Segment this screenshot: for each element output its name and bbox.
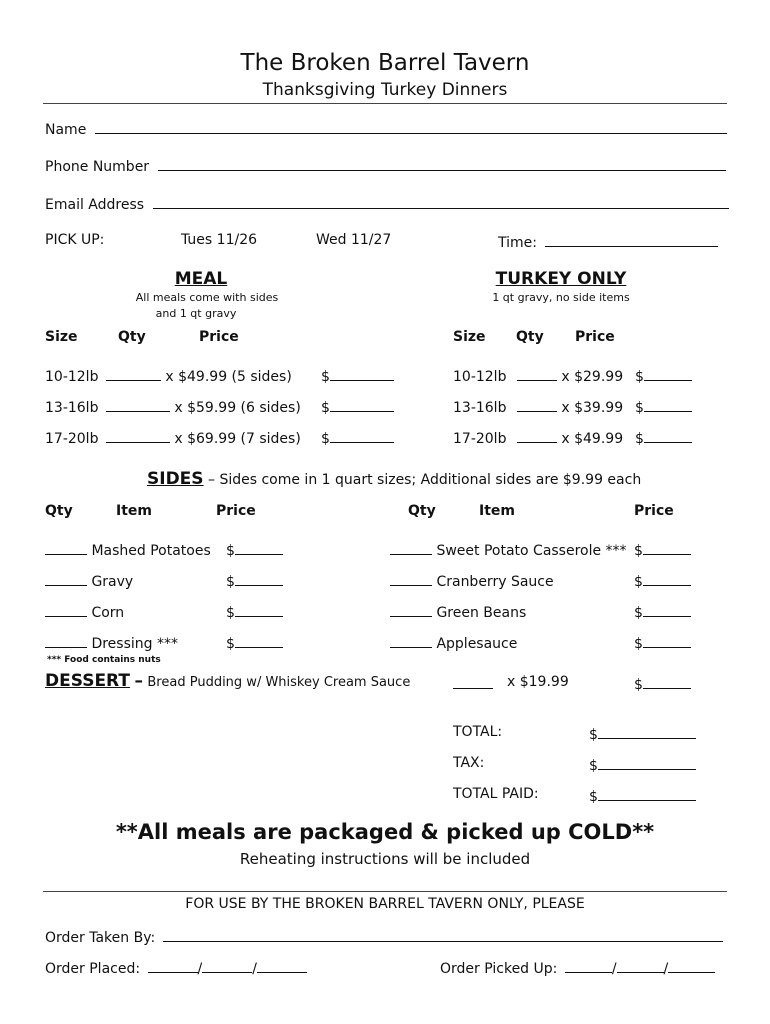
side-item-name: Gravy xyxy=(91,574,134,590)
side-item xyxy=(45,540,211,559)
side-amount-field[interactable] xyxy=(235,602,283,617)
meal-row xyxy=(45,428,301,447)
pickup-option-tues[interactable]: Tues 11/26 xyxy=(181,232,258,248)
side-amount-field[interactable] xyxy=(643,633,691,648)
order-picked-up-row xyxy=(440,958,715,977)
side-amount xyxy=(634,571,691,590)
meal-amount-field[interactable] xyxy=(330,428,394,443)
dessert-qty-field[interactable] xyxy=(453,674,493,689)
turkey-size: 13-16lb xyxy=(453,400,507,416)
meal-amount xyxy=(321,397,394,416)
order-picked-up-year[interactable] xyxy=(668,958,715,973)
turkey-col-size: Size xyxy=(453,329,486,345)
side-amount-sign: $ xyxy=(226,605,235,621)
side-amount-sign: $ xyxy=(226,574,235,590)
order-picked-up-month[interactable] xyxy=(565,958,612,973)
side-item-name: Sweet Potato Casserole *** xyxy=(436,543,627,559)
total-amount xyxy=(589,724,696,743)
order-taken-row xyxy=(45,927,723,946)
meal-qty-field[interactable] xyxy=(106,397,170,412)
side-item-name: Corn xyxy=(91,605,125,621)
sides-right-col-price: Price xyxy=(634,503,674,519)
meal-size: 10-12lb xyxy=(45,369,99,385)
turkey-col-price: Price xyxy=(575,329,615,345)
turkey-size: 17-20lb xyxy=(453,431,507,447)
dessert-item: Bread Pudding w/ Whiskey Cream Sauce xyxy=(147,675,411,690)
turkey-amount xyxy=(635,397,692,416)
tax-amount xyxy=(589,755,696,774)
dessert-qty xyxy=(453,674,493,693)
meal-amount xyxy=(321,428,394,447)
turkey-price: x $39.99 xyxy=(561,400,624,416)
page-title: The Broken Barrel Tavern xyxy=(240,50,530,76)
meal-col-price: Price xyxy=(199,329,239,345)
sides-right-col-qty: Qty xyxy=(408,503,436,519)
turkey-amount-sign: $ xyxy=(635,369,644,385)
order-placed-row xyxy=(45,958,307,977)
side-item xyxy=(390,540,627,559)
total-paid-amount xyxy=(589,786,696,805)
meal-amount-field[interactable] xyxy=(330,366,394,381)
meal-note-1: All meals come with sides xyxy=(135,291,279,304)
side-item-name: Cranberry Sauce xyxy=(436,574,554,590)
name-field[interactable] xyxy=(95,119,727,134)
sides-heading: SIDES xyxy=(147,469,204,489)
meal-amount-sign: $ xyxy=(321,369,330,385)
side-item xyxy=(390,602,526,621)
side-amount-field[interactable] xyxy=(643,571,691,586)
order-placed-month[interactable] xyxy=(148,958,198,973)
pickup-label: PICK UP: xyxy=(45,232,105,248)
turkey-amount-sign: $ xyxy=(635,400,644,416)
turkey-amount-field[interactable] xyxy=(644,428,692,443)
side-qty-field[interactable] xyxy=(45,571,87,586)
dessert-price: x $19.99 xyxy=(507,674,569,690)
meal-price: x $69.99 (7 sides) xyxy=(174,431,301,447)
time-label: Time: xyxy=(498,235,537,251)
office-divider xyxy=(43,891,727,892)
meal-col-size: Size xyxy=(45,329,78,345)
turkey-col-qty: Qty xyxy=(516,329,544,345)
page-subtitle: Thanksgiving Turkey Dinners xyxy=(262,80,508,100)
sides-right-col-item: Item xyxy=(479,503,515,519)
phone-field[interactable] xyxy=(158,156,726,171)
turkey-price: x $49.99 xyxy=(561,431,624,447)
dessert-amount xyxy=(634,674,691,693)
phone-label: Phone Number xyxy=(45,159,150,175)
turkey-price: x $29.99 xyxy=(561,369,624,385)
side-amount-sign: $ xyxy=(634,605,643,621)
date-separator: / xyxy=(611,961,617,977)
side-qty-field[interactable] xyxy=(45,633,87,648)
order-placed-label: Order Placed: xyxy=(45,961,141,977)
meal-amount xyxy=(321,366,394,385)
meal-qty-field[interactable] xyxy=(106,366,161,381)
meal-amount-field[interactable] xyxy=(330,397,394,412)
side-amount-field[interactable] xyxy=(643,602,691,617)
dessert-row xyxy=(45,671,410,691)
meal-col-qty: Qty xyxy=(118,329,146,345)
side-item xyxy=(390,571,554,590)
turkey-qty-field[interactable] xyxy=(517,397,557,412)
side-item xyxy=(45,571,133,590)
total-paid-currency: $ xyxy=(589,789,598,805)
email-row xyxy=(45,194,729,213)
time-field[interactable] xyxy=(545,232,718,247)
total-label: TOTAL: xyxy=(453,724,503,740)
total-field[interactable] xyxy=(598,724,696,739)
turkey-size: 10-12lb xyxy=(453,369,507,385)
side-qty-field[interactable] xyxy=(390,540,432,555)
turkey-only-heading: TURKEY ONLY xyxy=(495,269,627,289)
turkey-amount-sign: $ xyxy=(635,431,644,447)
dessert-heading: DESSERT xyxy=(45,671,130,691)
total-currency: $ xyxy=(589,727,598,743)
side-qty-field[interactable] xyxy=(45,540,87,555)
meal-row xyxy=(45,366,292,385)
side-amount xyxy=(634,540,691,559)
tax-label: TAX: xyxy=(453,755,485,771)
turkey-only-note: 1 qt gravy, no side items xyxy=(492,291,630,304)
cold-notice: **All meals are packaged & picked up COLD** xyxy=(115,820,655,844)
header-divider xyxy=(43,103,727,104)
side-amount-sign: $ xyxy=(634,543,643,559)
meal-qty-field[interactable] xyxy=(106,428,170,443)
side-amount xyxy=(226,633,283,652)
side-amount-sign: $ xyxy=(634,574,643,590)
meal-size: 17-20lb xyxy=(45,431,99,447)
turkey-row xyxy=(453,397,623,416)
name-label: Name xyxy=(45,122,87,138)
side-amount xyxy=(634,602,691,621)
side-amount-field[interactable] xyxy=(235,571,283,586)
side-qty-field[interactable] xyxy=(390,633,432,648)
date-separator: / xyxy=(663,961,669,977)
sides-header xyxy=(147,469,641,489)
side-amount xyxy=(226,540,283,559)
meal-amount-sign: $ xyxy=(321,431,330,447)
meal-heading: MEAL xyxy=(174,269,228,289)
email-field[interactable] xyxy=(153,194,729,209)
turkey-amount-field[interactable] xyxy=(644,366,692,381)
side-amount-sign: $ xyxy=(226,636,235,652)
side-amount-field[interactable] xyxy=(643,540,691,555)
reheat-note: Reheating instructions will be included xyxy=(239,850,531,868)
side-qty-field[interactable] xyxy=(390,602,432,617)
side-amount-field[interactable] xyxy=(235,633,283,648)
order-taken-label: Order Taken By: xyxy=(45,930,156,946)
side-amount-sign: $ xyxy=(226,543,235,559)
turkey-amount xyxy=(635,366,692,385)
sides-left-col-price: Price xyxy=(216,503,256,519)
turkey-row xyxy=(453,366,623,385)
sides-left-col-qty: Qty xyxy=(45,503,73,519)
dessert-amount-field[interactable] xyxy=(643,674,691,689)
side-item-name: Dressing *** xyxy=(91,636,178,652)
dessert-dash: – xyxy=(134,671,143,691)
side-amount xyxy=(226,571,283,590)
meal-amount-sign: $ xyxy=(321,400,330,416)
dessert-amount-sign: $ xyxy=(634,677,643,693)
total-paid-label: TOTAL PAID: xyxy=(453,786,539,802)
order-picked-up-label: Order Picked Up: xyxy=(440,961,558,977)
name-row xyxy=(45,119,727,138)
total-paid-field[interactable] xyxy=(598,786,696,801)
meal-size: 13-16lb xyxy=(45,400,99,416)
date-separator: / xyxy=(252,961,257,977)
side-item-name: Mashed Potatoes xyxy=(91,543,211,559)
office-heading: FOR USE BY THE BROKEN BARREL TAVERN ONLY, PLEASE xyxy=(185,896,585,912)
meal-note-2: and 1 qt gravy xyxy=(155,307,237,320)
turkey-row xyxy=(453,428,623,447)
meal-price: x $59.99 (6 sides) xyxy=(174,400,301,416)
side-amount-field[interactable] xyxy=(235,540,283,555)
tax-field[interactable] xyxy=(598,755,696,770)
order-placed-day[interactable] xyxy=(202,958,252,973)
side-amount xyxy=(634,633,691,652)
date-separator: / xyxy=(197,961,203,977)
turkey-amount xyxy=(635,428,692,447)
order-taken-field[interactable] xyxy=(163,927,723,942)
phone-row xyxy=(45,156,726,175)
side-qty-field[interactable] xyxy=(390,571,432,586)
turkey-qty-field[interactable] xyxy=(517,366,557,381)
nuts-note: *** Food contains nuts xyxy=(47,655,161,665)
side-item xyxy=(390,633,517,652)
side-item-name: Applesauce xyxy=(436,636,518,652)
side-qty-field[interactable] xyxy=(45,602,87,617)
side-item-name: Green Beans xyxy=(436,605,527,621)
turkey-amount-field[interactable] xyxy=(644,397,692,412)
meal-row xyxy=(45,397,301,416)
order-picked-up-day[interactable] xyxy=(617,958,664,973)
side-item xyxy=(45,602,124,621)
side-item xyxy=(45,633,178,652)
sides-note: – Sides come in 1 quart sizes; Additional sides are $9.99 each xyxy=(208,472,642,488)
sides-left-col-item: Item xyxy=(116,503,152,519)
tax-currency: $ xyxy=(589,758,598,774)
side-amount-sign: $ xyxy=(634,636,643,652)
meal-price: x $49.99 (5 sides) xyxy=(165,369,292,385)
pickup-option-wed[interactable]: Wed 11/27 xyxy=(316,232,392,248)
turkey-qty-field[interactable] xyxy=(517,428,557,443)
email-label: Email Address xyxy=(45,197,145,213)
time-row xyxy=(498,232,718,251)
order-placed-year[interactable] xyxy=(257,958,307,973)
side-amount xyxy=(226,602,283,621)
